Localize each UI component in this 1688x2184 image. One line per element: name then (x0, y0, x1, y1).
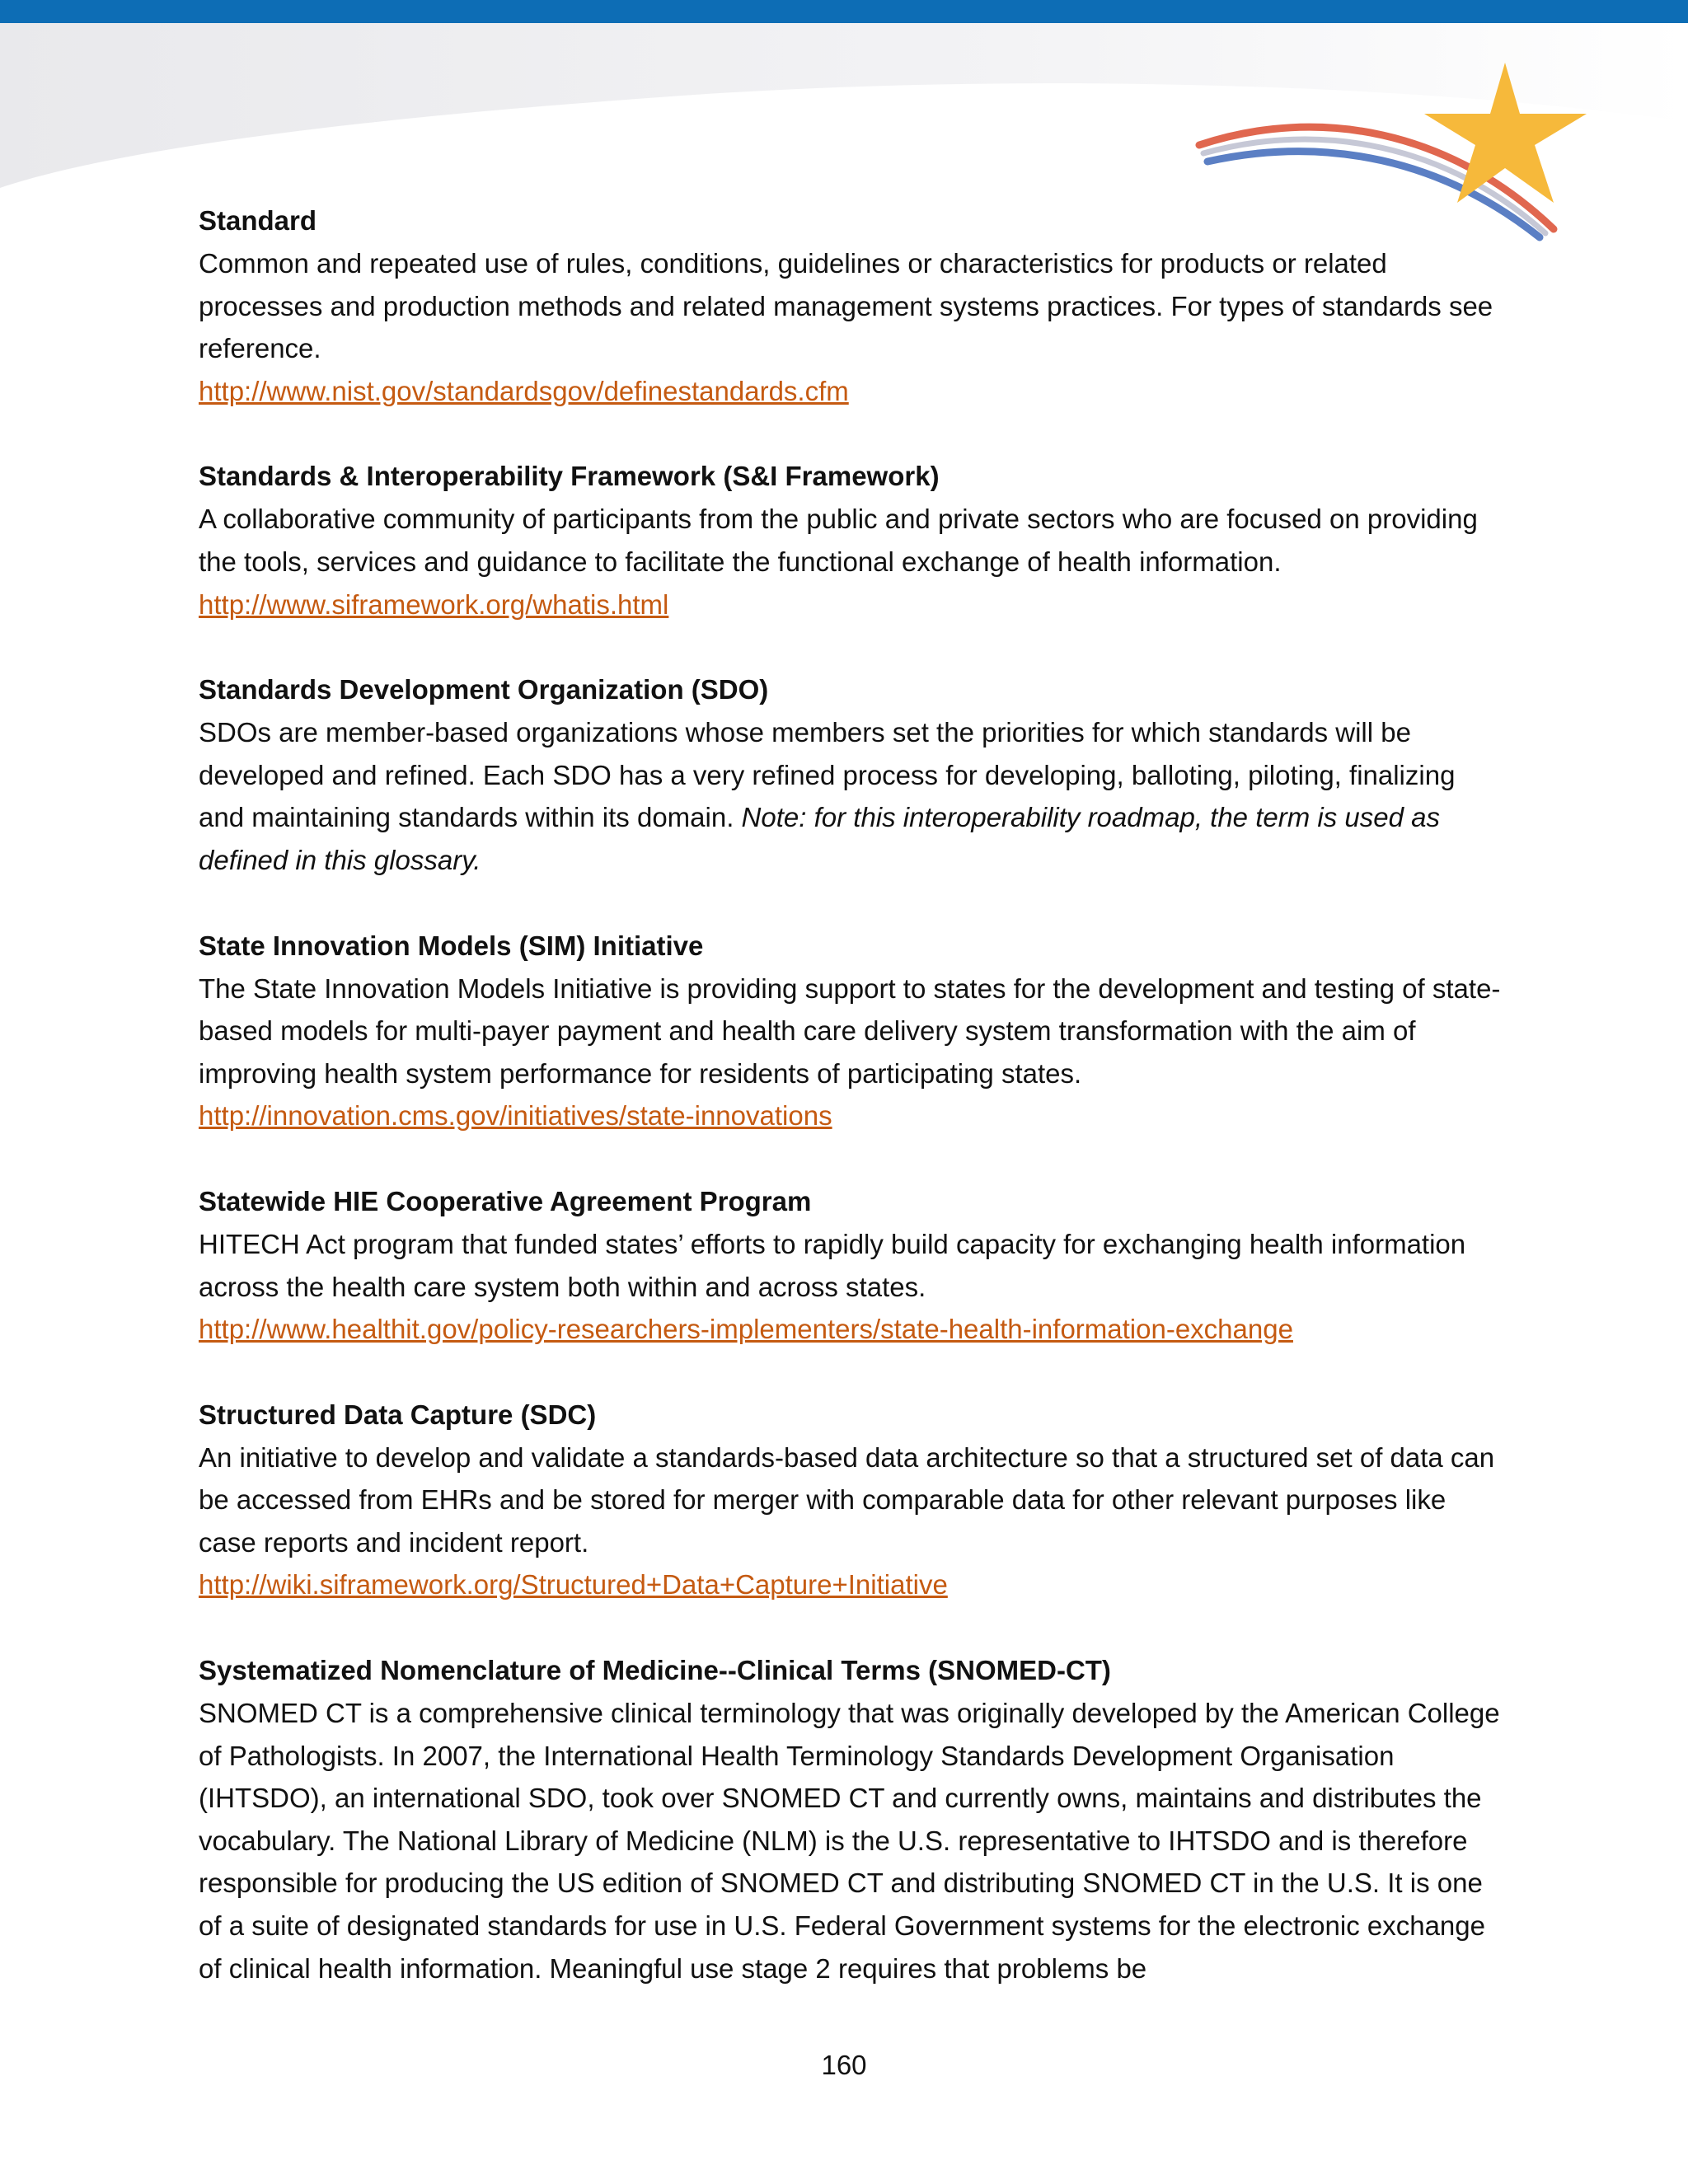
glossary-definition: A collaborative community of participants from the public and private sectors who are focused on providing the tools, services and guidance to facilitate the functional exchange of health information. (199, 504, 1478, 577)
glossary-term: Systematized Nomenclature of Medicine--Clinical Terms (SNOMED-CT) (199, 1655, 1111, 1686)
definition-text: SDOs are member-based organizations whose members set the priorities for which standards will be developed and refined. Each SDO has a very refined process for developing, balloting, piloting, finalizing and maintaining standards within its domain. (199, 717, 1456, 833)
glossary-term: Standard (199, 205, 317, 236)
reference-link[interactable]: http://www.healthit.gov/policy-researchers-implementers/state-health-information-exchange (199, 1314, 1293, 1345)
glossary-entry (199, 1649, 1501, 1990)
reference-link[interactable]: http://innovation.cms.gov/initiatives/state-innovations (199, 1100, 832, 1132)
glossary-entry (199, 1180, 1501, 1351)
glossary-definition: Common and repeated use of rules, conditions, guidelines or characteristics for products or related processes and production methods and related management systems practices. For types of standards see reference. (199, 248, 1493, 364)
glossary-content (199, 199, 1501, 2032)
glossary-term: Standards & Interoperability Framework (S&I Framework) (199, 461, 940, 492)
top-banner-bar (0, 0, 1688, 23)
reference-link[interactable]: http://wiki.siframework.org/Structured+Data+Capture+Initiative (199, 1569, 948, 1601)
glossary-entry (199, 1394, 1501, 1606)
reference-link[interactable]: http://www.siframework.org/whatis.html (199, 588, 669, 620)
glossary-entry (199, 925, 1501, 1137)
glossary-entry (199, 199, 1501, 412)
page-number: 160 (821, 2050, 867, 2080)
glossary-definition: An initiative to develop and validate a standards-based data architecture so that a structured set of data can be accessed from EHRs and be stored for merger with comparable data for other relevant purposes like case reports and incident report. (199, 1441, 1495, 1558)
reference-link[interactable]: http://www.nist.gov/standardsgov/definestandards.cfm (199, 375, 849, 406)
glossary-term: Standards Development Organization (SDO) (199, 674, 769, 705)
glossary-entry (199, 668, 1501, 881)
glossary-definition: HITECH Act program that funded states’ efforts to rapidly build capacity for exchanging health information across the health care system both within and across states. (199, 1228, 1466, 1302)
glossary-term: Statewide HIE Cooperative Agreement Program (199, 1185, 812, 1216)
glossary-term: Structured Data Capture (SDC) (199, 1399, 597, 1430)
glossary-entry (199, 455, 1501, 626)
definition-note: Note: for this interoperability roadmap, the term is used as defined in this glossary. (199, 802, 1440, 875)
glossary-definition (199, 711, 1501, 881)
glossary-term: State Innovation Models (SIM) Initiative (199, 930, 704, 961)
glossary-definition: SNOMED CT is a comprehensive clinical terminology that was originally developed by the American College of Pathologists. In 2007, the International Health Terminology Standards Development Organisation (IHTSDO), an international SDO, took over SNOMED CT and currently owns, maintains and distributes the vocabulary. The National Library of Medicine (NLM) is the U.S. representative to IHTSDO and is therefore responsible for producing the US edition of SNOMED CT and distributing SNOMED CT in the U.S. It is one of a suite of designated standards for use in U.S. Federal Government systems for the electronic exchange of clinical health information. Meaningful use stage 2 requires that problems be (199, 1698, 1500, 1984)
glossary-definition: The State Innovation Models Initiative is providing support to states for the development and testing of state-based models for multi-payer payment and health care delivery system transformation with the aim of improving health system performance for residents of participating states. (199, 972, 1501, 1089)
